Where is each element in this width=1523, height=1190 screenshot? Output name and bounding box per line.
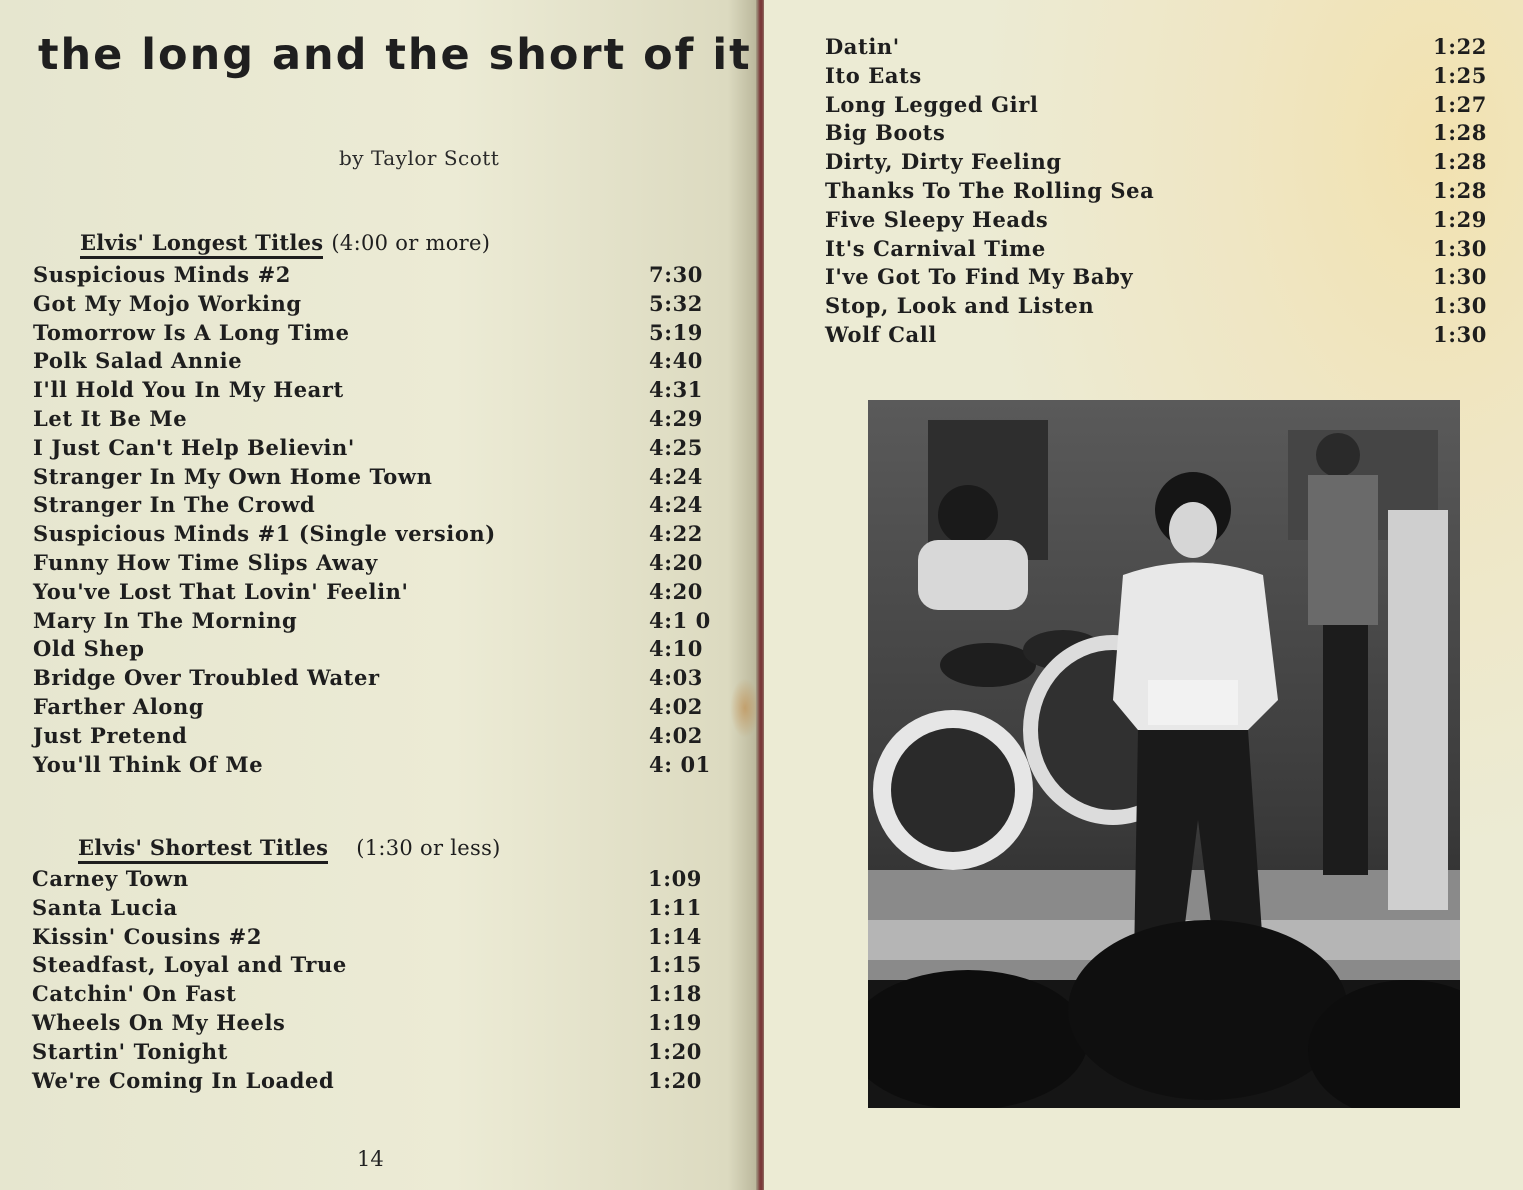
song-duration: 1:14 <box>648 923 702 949</box>
song-title: Suspicious Minds #1 (Single version) <box>33 521 496 547</box>
song-title: Let It Be Me <box>33 405 188 431</box>
shortest-heading-label: Elvis' Shortest Titles <box>78 835 328 864</box>
song-duration: 1:19 <box>648 1009 702 1035</box>
longest-titles-heading <box>80 230 490 259</box>
song-duration: 1:28 <box>1433 149 1487 175</box>
song-duration: 1:29 <box>1433 206 1487 232</box>
shortest-heading-range: (1:30 or less) <box>356 836 501 860</box>
song-title: You've Lost That Lovin' Feelin' <box>33 578 409 604</box>
song-title: Mary In The Morning <box>33 607 298 633</box>
article-title: the long and the short of it <box>38 30 752 80</box>
song-title: Ito Eats <box>825 62 922 88</box>
song-duration: 1:18 <box>648 981 702 1007</box>
song-duration: 1:22 <box>1433 34 1487 59</box>
song-duration: 1:30 <box>1433 235 1487 261</box>
song-duration: 4:29 <box>649 405 703 431</box>
song-duration: 1:20 <box>648 1038 702 1064</box>
concert-photo <box>868 400 1460 1108</box>
song-title: Bridge Over Troubled Water <box>33 665 380 691</box>
song-duration: 1:27 <box>1433 91 1487 117</box>
song-title: Wolf Call <box>825 321 937 347</box>
song-title: Carney Town <box>32 866 189 891</box>
longest-heading-label: Elvis' Longest Titles <box>80 230 323 259</box>
shortest-titles-heading <box>78 835 501 864</box>
song-title: Thanks To The Rolling Sea <box>825 177 1155 203</box>
song-duration: 4:40 <box>649 348 703 374</box>
song-title: Big Boots <box>825 120 946 146</box>
song-duration: 4:02 <box>649 693 703 719</box>
song-duration: 4:25 <box>649 434 703 460</box>
song-duration: 4:20 <box>649 578 703 604</box>
song-duration: 4:1 0 <box>649 607 711 633</box>
page-number: 14 <box>357 1147 384 1171</box>
song-title: It's Carnival Time <box>825 235 1046 261</box>
song-duration: 4: 01 <box>649 751 711 777</box>
song-duration: 4:10 <box>649 636 703 662</box>
song-duration: 5:32 <box>649 290 703 316</box>
song-duration: 5:19 <box>649 319 703 345</box>
right-page <box>764 0 1523 1190</box>
byline: by Taylor Scott <box>339 146 500 170</box>
song-duration: 4:02 <box>649 722 703 748</box>
longest-heading-range: (4:00 or more) <box>331 231 491 255</box>
song-duration: 1:30 <box>1433 293 1487 319</box>
song-title: I've Got To Find My Baby <box>825 264 1134 290</box>
song-title: You'll Think Of Me <box>33 751 264 777</box>
song-duration: 4:31 <box>649 377 703 403</box>
song-title: Datin' <box>825 34 900 59</box>
song-title: Polk Salad Annie <box>33 348 243 374</box>
song-duration: 1:09 <box>648 866 702 891</box>
song-duration: 4:03 <box>649 665 703 691</box>
song-duration: 1:30 <box>1433 321 1487 347</box>
song-title: Wheels On My Heels <box>32 1009 286 1035</box>
song-duration: 1:15 <box>648 952 702 978</box>
song-title: Stranger In The Crowd <box>33 492 316 518</box>
song-duration: 4:20 <box>649 549 703 575</box>
song-duration: 1:20 <box>648 1067 702 1093</box>
song-duration: 1:30 <box>1433 264 1487 290</box>
left-page <box>0 0 758 1190</box>
song-title: Farther Along <box>33 693 205 719</box>
song-title: Suspicious Minds #2 <box>33 262 292 287</box>
song-duration: 1:28 <box>1433 120 1487 146</box>
song-title: Santa Lucia <box>32 894 178 920</box>
song-title: Stop, Look and Listen <box>825 293 1095 319</box>
song-title: Funny How Time Slips Away <box>33 549 378 575</box>
song-duration: 4:24 <box>649 463 703 489</box>
song-duration: 7:30 <box>649 262 703 287</box>
song-title: Just Pretend <box>33 722 188 748</box>
song-duration: 1:11 <box>648 894 702 920</box>
song-title: Old Shep <box>33 636 145 662</box>
song-title: Catchin' On Fast <box>32 981 237 1007</box>
song-title: Startin' Tonight <box>32 1038 228 1064</box>
song-title: Got My Mojo Working <box>33 290 302 316</box>
song-title: Steadfast, Loyal and True <box>32 952 347 978</box>
song-title: I Just Can't Help Believin' <box>33 434 355 460</box>
song-duration: 4:24 <box>649 492 703 518</box>
song-title: Five Sleepy Heads <box>825 206 1049 232</box>
concert-photo-image <box>868 400 1460 1108</box>
song-title: We're Coming In Loaded <box>32 1067 335 1093</box>
song-title: Tomorrow Is A Long Time <box>33 319 350 345</box>
song-duration: 4:22 <box>649 521 703 547</box>
song-title: Long Legged Girl <box>825 91 1039 117</box>
song-title: Kissin' Cousins #2 <box>32 923 263 949</box>
song-title: I'll Hold You In My Heart <box>33 377 344 403</box>
song-duration: 1:25 <box>1433 62 1487 88</box>
song-title: Dirty, Dirty Feeling <box>825 149 1062 175</box>
song-title: Stranger In My Own Home Town <box>33 463 433 489</box>
song-duration: 1:28 <box>1433 177 1487 203</box>
